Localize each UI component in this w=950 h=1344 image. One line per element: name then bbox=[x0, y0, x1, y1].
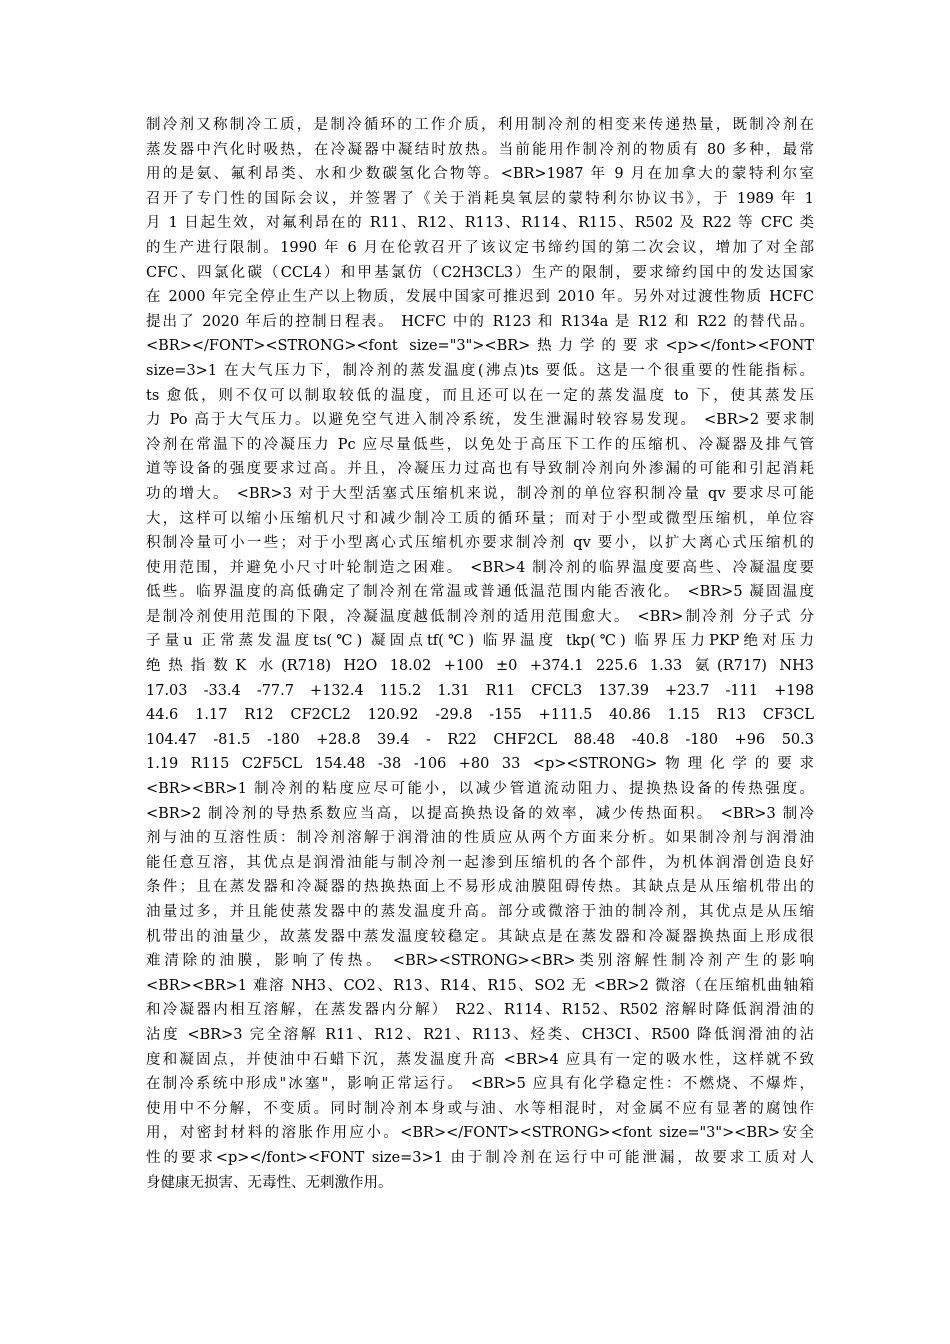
text-line: 和冷凝器内相互溶解，在蒸发器内分解） R22、R114、R152、R502 溶解时降低润滑油的 bbox=[146, 1002, 814, 1019]
text-line: 沾度 <BR>3 完全溶解 R11、R12、R21、R113、烃类、CH3CI、R500 降低润滑油的沾 bbox=[146, 1026, 814, 1043]
text-line: <BR><BR>1 制冷剂的粘度应尽可能小，以减少管道流动阻力、提换热设备的传热强度。 bbox=[146, 781, 814, 798]
text-line: 身健康无损害、无毒性、无刺激作用。 bbox=[146, 1174, 393, 1191]
text-line: 性的要求<p></font><FONT size=3>1 由于制冷剂在运行中可能泄漏，故要求工质对人 bbox=[146, 1149, 814, 1166]
text-line: 是制冷剂使用范围的下限，冷凝温度越低制冷剂的适用范围愈大。 <BR>制冷剂 分子式 分 bbox=[146, 608, 814, 625]
text-line: 制冷剂又称制冷工质，是制冷循环的工作介质，利用制冷剂的相变来传递热量，既制冷剂在 bbox=[146, 117, 814, 133]
text-line: 绝热指数K 水(R718) H2O 18.02 +100 ±0 +374.1 225.6 1.33 氨(R717) NH3 bbox=[146, 658, 814, 675]
text-line: 17.03 -33.4 -77.7 +132.4 115.2 1.31 R11 CFCL3 137.39 +23.7 -111 +198 bbox=[146, 682, 814, 699]
text-line: 使用范围，并避免小尺寸叶轮制造之困难。 <BR>4 制冷剂的临界温度要高些、冷凝温度要 bbox=[146, 559, 814, 576]
text-line: 冷剂在常温下的冷凝压力 Pc 应尽量低些，以免处于高压下工作的压缩机、冷凝器及排气管 bbox=[146, 436, 814, 453]
text-line: 低些。临界温度的高低确定了制冷剂在常温或普通低温范围内能否液化。 <BR>5 凝固温度 bbox=[146, 584, 814, 601]
text-line: 104.47 -81.5 -180 +28.8 39.4 - R22 CHF2CL 88.48 -40.8 -180 +96 50.3 bbox=[146, 731, 814, 748]
text-line: 44.6 1.17 R12 CF2CL2 120.92 -29.8 -155 +111.5 40.86 1.15 R13 CF3CL bbox=[146, 707, 814, 724]
text-line: 难清除的油膜，影响了传热。 <BR><STRONG><BR>类别溶解性制冷剂产生的影响 bbox=[146, 953, 814, 970]
text-line: 子量u 正常蒸发温度ts(℃) 凝固点tf(℃) 临界温度 tkp(℃) 临界压力PKP绝对压力 bbox=[146, 633, 814, 650]
text-line: 月 1 日起生效，对氟利昂在的 R11、R12、R113、R114、R115、R502 及 R22 等 CFC 类 bbox=[146, 215, 814, 232]
text-line: 油量过多，并且能使蒸发器中的蒸发温度升高。部分或微溶于油的制冷剂，其优点是从压缩 bbox=[146, 904, 814, 920]
text-line: 条件；且在蒸发器和冷凝器的热换热面上不易形成油膜阻碍传热。其缺点是从压缩机带出的 bbox=[146, 879, 814, 896]
text-line: <BR>2 制冷剂的导热系数应当高，以提高换热设备的效率，减少传热面积。 <BR>3 制冷 bbox=[146, 805, 814, 822]
text-line: 用的是氨、氟利昂类、水和少数碳氢化合物等。<BR>1987 年 9 月在加拿大的蒙特利尔室 bbox=[146, 166, 814, 183]
text-line: <BR></FONT><STRONG><font size="3"><BR>热力学的要求<p></font><FONT bbox=[146, 338, 814, 355]
text-line: 道等设备的强度要求过高。并且，冷凝压力过高也有导致制冷剂向外渗漏的可能和引起消耗 bbox=[146, 461, 814, 478]
text-line: 功的增大。 <BR>3 对于大型活塞式压缩机来说，制冷剂的单位容积制冷量 qv 要求尽可能 bbox=[146, 485, 814, 502]
text-line: 的生产进行限制。1990 年 6 月在伦敦召开了该议定书缔约国的第二次会议，增加了对全部 bbox=[146, 239, 814, 256]
text-line: ts 愈低，则不仅可以制取较低的温度，而且还可以在一定的蒸发温度 to 下，使其蒸发压 bbox=[146, 387, 814, 404]
body-text bbox=[146, 113, 814, 1195]
text-line: 蒸发器中汽化时吸热，在冷凝器中凝结时放热。当前能用作制冷剂的物质有 80 多种，最常 bbox=[146, 141, 814, 158]
text-line: <BR><BR>1 难溶 NH3、CO2、R13、R14、R15、SO2 无 <BR>2 微溶（在压缩机曲轴箱 bbox=[146, 977, 814, 994]
text-line: 能任意互溶，其优点是润滑油能与制冷剂一起渗到压缩机的各个部件，为机体润滑创造良好 bbox=[146, 854, 814, 871]
text-line: 在制冷系统中形成"冰塞"，影响正常运行。 <BR>5 应具有化学稳定性：不燃烧、不爆炸， bbox=[146, 1076, 814, 1093]
text-line: 大，这样可以缩小压缩机尺寸和减少制冷工质的循环量；而对于小型或微型压缩机，单位容 bbox=[146, 510, 814, 527]
text-line: 剂与油的互溶性质：制冷剂溶解于润滑油的性质应从两个方面来分析。如果制冷剂与润滑油 bbox=[146, 830, 814, 847]
text-line: 提出了 2020 年后的控制日程表。 HCFC 中的 R123 和 R134a 是 R12 和 R22 的替代品。 bbox=[146, 313, 814, 330]
text-line: 1.19 R115 C2F5CL 154.48 -38 -106 +80 33 <p><STRONG>物理化学的要求 bbox=[146, 756, 814, 773]
text-line: 在 2000 年完全停止生产以上物质，发展中国家可推迟到 2010 年。另外对过渡性物质 HCFC bbox=[146, 289, 814, 306]
text-line: size=3>1 在大气压力下，制冷剂的蒸发温度(沸点)ts 要低。这是一个很重要的性能指标。 bbox=[146, 362, 814, 379]
text-line: 积制冷量可小一些；对于小型离心式压缩机亦要求制冷剂 qv 要小，以扩大离心式压缩机的 bbox=[146, 535, 814, 552]
text-line: 使用中不分解，不变质。同时制冷剂本身或与油、水等相混时，对金属不应有显著的腐蚀作 bbox=[146, 1100, 814, 1117]
text-line: 度和凝固点，并使油中石蜡下沉，蒸发温度升高 <BR>4 应具有一定的吸水性，这样就不致 bbox=[146, 1051, 814, 1068]
text-line: 召开了专门性的国际会议，并签署了《关于消耗臭氧层的蒙特利尔协议书》，于 1989 年 1 bbox=[146, 190, 814, 207]
text-line: 力 Po 高于大气压力。以避免空气进入制冷系统，发生泄漏时较容易发现。 <BR>2 要求制 bbox=[146, 412, 814, 429]
text-line: 机带出的油量少，故蒸发器中蒸发温度较稳定。其缺点是在蒸发器和冷凝器换热面上形成很 bbox=[146, 928, 814, 945]
text-line: CFC、四氯化碳（CCL4）和甲基氯仿（C2H3CL3）生产的限制，要求缔约国中的发达国家 bbox=[146, 264, 814, 281]
text-line: 用，对密封材料的溶胀作用应小。<BR></FONT><STRONG><font size="3"><BR>安全 bbox=[146, 1125, 814, 1142]
